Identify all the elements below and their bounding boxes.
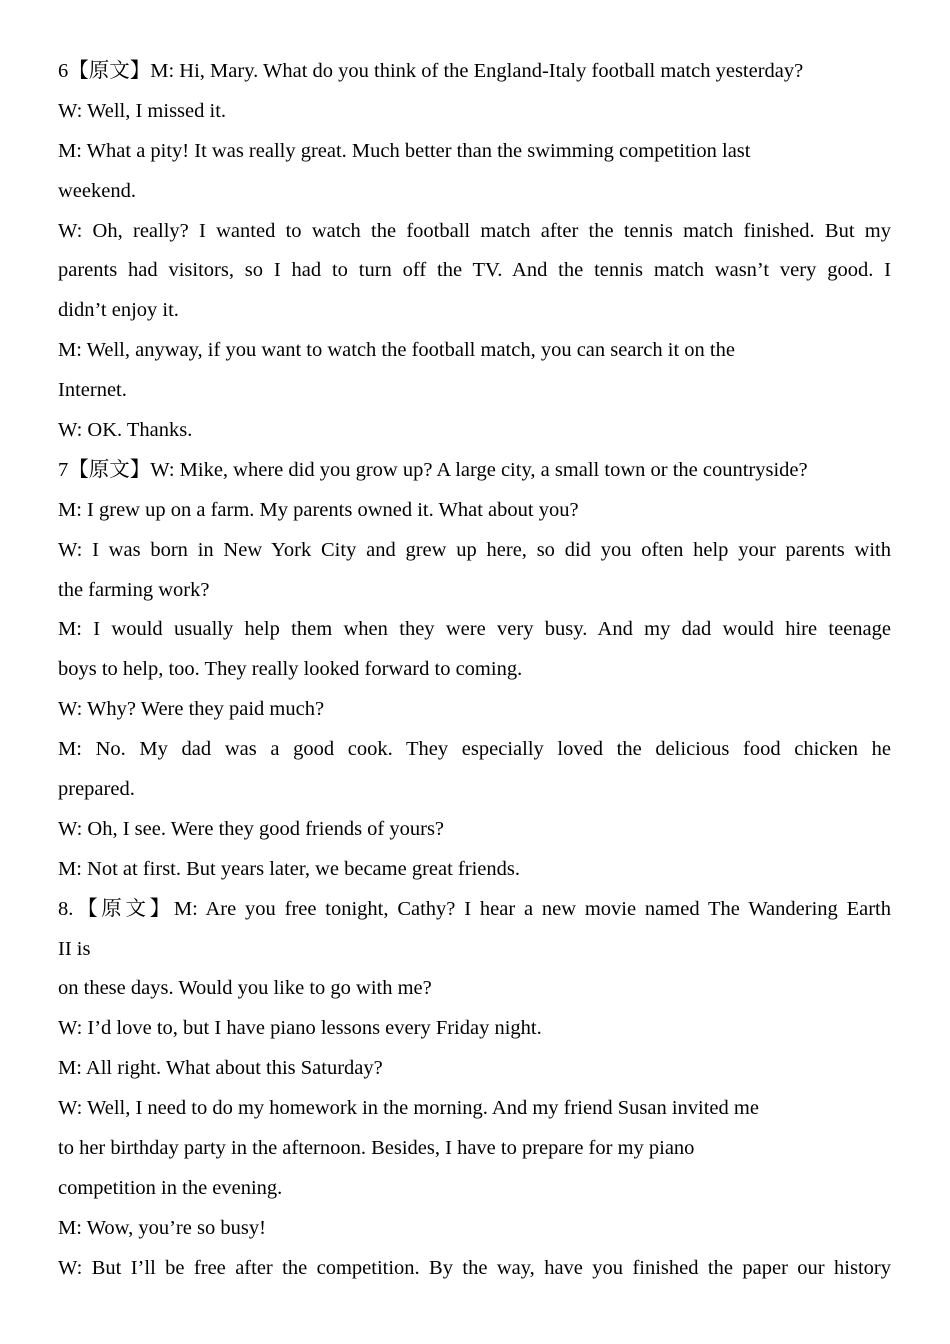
text-line: W: Well, I missed it. <box>58 99 227 122</box>
text-line: M: Well, anyway, if you want to watch the football match, you can search it on the <box>58 339 735 362</box>
text-line: on these days. Would you like to go with me? <box>58 977 432 1000</box>
text-line: M: No. My dad was a good cook. They especially loved the delicious food chicken he <box>58 738 891 761</box>
text-line: didn’t enjoy it. <box>58 299 179 322</box>
text-line: M: What a pity! It was really great. Much better than the swimming competition last <box>58 139 751 162</box>
text-line: Internet. <box>58 379 127 402</box>
text-line: 7【原文】W: Mike, where did you grow up? A large city, a small town or the countryside? <box>58 458 808 481</box>
text-line: W: Well, I need to do my homework in the morning. And my friend Susan invited me <box>58 1097 759 1120</box>
text-line: M: Not at first. But years later, we became great friends. <box>58 857 520 880</box>
text-line: 8.【原文】M: Are you free tonight, Cathy? I hear a new movie named The Wandering Earth <box>58 897 891 920</box>
text-line: M: I grew up on a farm. My parents owned it. What about you? <box>58 498 579 521</box>
text-line: W: But I’ll be free after the competition. By the way, have you finished the paper our history <box>58 1256 891 1279</box>
text-line: M: I would usually help them when they were very busy. And my dad would hire teenage <box>58 618 891 641</box>
text-line: W: I was born in New York City and grew up here, so did you often help your parents with <box>58 538 891 561</box>
text-line: weekend. <box>58 179 136 202</box>
text-line: competition in the evening. <box>58 1176 283 1199</box>
document-page <box>58 52 891 1289</box>
text-line: parents had visitors, so I had to turn off the TV. And the tennis match wasn’t very good. I <box>58 259 891 282</box>
text-line: the farming work? <box>58 578 210 601</box>
text-line: W: I’d love to, but I have piano lessons every Friday night. <box>58 1017 542 1040</box>
text-line: W: Why? Were they paid much? <box>58 698 325 721</box>
text-line: II is <box>58 937 91 960</box>
text-line: to her birthday party in the afternoon. Besides, I have to prepare for my piano <box>58 1137 695 1160</box>
text-line: M: All right. What about this Saturday? <box>58 1057 383 1080</box>
text-line: W: Oh, really? I wanted to watch the football match after the tennis match finished. But my <box>58 219 891 242</box>
text-line: M: Wow, you’re so busy! <box>58 1216 266 1239</box>
text-line: prepared. <box>58 778 135 801</box>
text-line: boys to help, too. They really looked forward to coming. <box>58 658 523 681</box>
text-line: W: OK. Thanks. <box>58 419 193 442</box>
text-line: 6【原文】M: Hi, Mary. What do you think of the England-Italy football match yesterday? <box>58 60 804 82</box>
text-line: W: Oh, I see. Were they good friends of yours? <box>58 817 445 840</box>
